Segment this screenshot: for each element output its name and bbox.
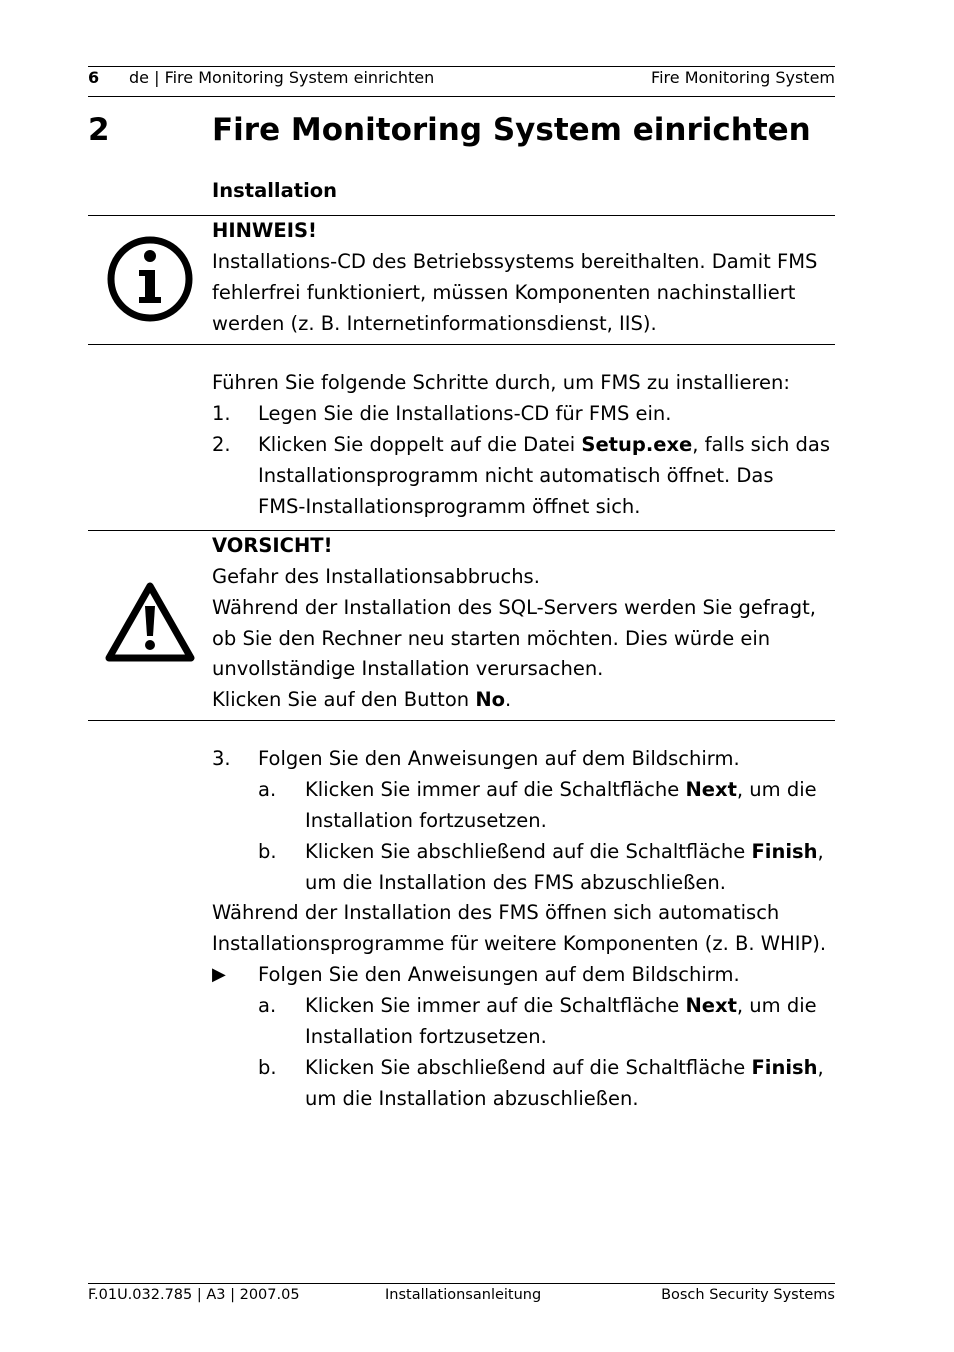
page-number: 6 [88, 68, 100, 87]
intro-text: Führen Sie folgende Schritte durch, um FMS zu installieren: [212, 371, 790, 394]
caution-top-rule [88, 530, 835, 531]
caution-line: Während der Installation des SQL-Servers werden Sie gefragt, [212, 596, 816, 619]
caution-line: ob Sie den Rechner neu starten möchten. Dies würde ein [212, 627, 771, 650]
substep-text-cont: um die Installation des FMS abzuschließen. [305, 871, 726, 894]
footer-doc-id: F.01U.032.785 | A3 | 2007.05 [88, 1287, 300, 1303]
header-top-rule [88, 66, 835, 67]
step-text: Klicken Sie doppelt auf die Datei Setup.exe, falls sich das [258, 433, 831, 456]
substep-text-cont: um die Installation abzuschließen. [305, 1087, 639, 1110]
info-icon [106, 235, 194, 327]
footer-rule [88, 1283, 835, 1284]
step-number: 3. [212, 747, 231, 770]
caution-bottom-rule [88, 720, 835, 721]
footer-doc-type: Installationsanleitung [385, 1287, 542, 1303]
filename-setup-exe: Setup.exe [581, 433, 693, 456]
substep-text: Klicken Sie immer auf die Schaltfläche Next, um die [305, 994, 817, 1017]
note-bottom-rule [88, 344, 835, 345]
step-text: Folgen Sie den Anweisungen auf dem Bildschirm. [258, 747, 740, 770]
section-title: Installation [212, 179, 338, 202]
chapter-number: 2 [88, 112, 110, 148]
substep-letter: b. [258, 1056, 277, 1079]
caution-line: Gefahr des Installationsabbruchs. [212, 565, 540, 588]
chapter-title: Fire Monitoring System einrichten [212, 112, 811, 148]
step-text-cont: Installationsprogramm nicht automatisch öffnet. Das [258, 464, 774, 487]
step-text: Legen Sie die Installations-CD für FMS ein. [258, 402, 672, 425]
footer-company: Bosch Security Systems [661, 1287, 835, 1303]
note-title: HINWEIS! [212, 219, 317, 242]
header-product: Fire Monitoring System [651, 68, 835, 87]
substep-text-cont: Installation fortzusetzen. [305, 1025, 547, 1048]
substep-letter: b. [258, 840, 277, 863]
note-line: werden (z. B. Internetinformationsdienst, IIS). [212, 312, 657, 335]
note-top-rule [88, 215, 835, 216]
note-line: Installations-CD des Betriebssystems bereithalten. Damit FMS [212, 250, 818, 273]
step-text-cont: FMS-Installationsprogramm öffnet sich. [258, 495, 641, 518]
paragraph-line: Installationsprogramme für weitere Komponenten (z. B. WHIP). [212, 932, 827, 955]
header-bottom-rule [88, 96, 835, 97]
substep-text-cont: Installation fortzusetzen. [305, 809, 547, 832]
substep-text: Klicken Sie abschließend auf die Schaltfläche Finish, [305, 840, 824, 863]
header-chapter: de | Fire Monitoring System einrichten [129, 68, 435, 87]
warning-icon [103, 580, 197, 668]
caution-title: VORSICHT! [212, 534, 333, 557]
note-line: fehlerfrei funktioniert, müssen Komponenten nachinstalliert [212, 281, 796, 304]
substep-letter: a. [258, 778, 277, 801]
caution-line: Klicken Sie auf den Button No. [212, 688, 512, 711]
step-number: 1. [212, 402, 231, 425]
bullet-text: Folgen Sie den Anweisungen auf dem Bildschirm. [258, 963, 740, 986]
substep-letter: a. [258, 994, 277, 1017]
substep-text: Klicken Sie immer auf die Schaltfläche Next, um die [305, 778, 817, 801]
substep-text: Klicken Sie abschließend auf die Schaltfläche Finish, [305, 1056, 824, 1079]
paragraph-line: Während der Installation des FMS öffnen sich automatisch [212, 901, 780, 924]
bullet-arrow-icon: ▶ [212, 964, 226, 985]
step-number: 2. [212, 433, 231, 456]
button-name-no: No [475, 688, 506, 711]
caution-line: unvollständige Installation verursachen. [212, 657, 604, 680]
